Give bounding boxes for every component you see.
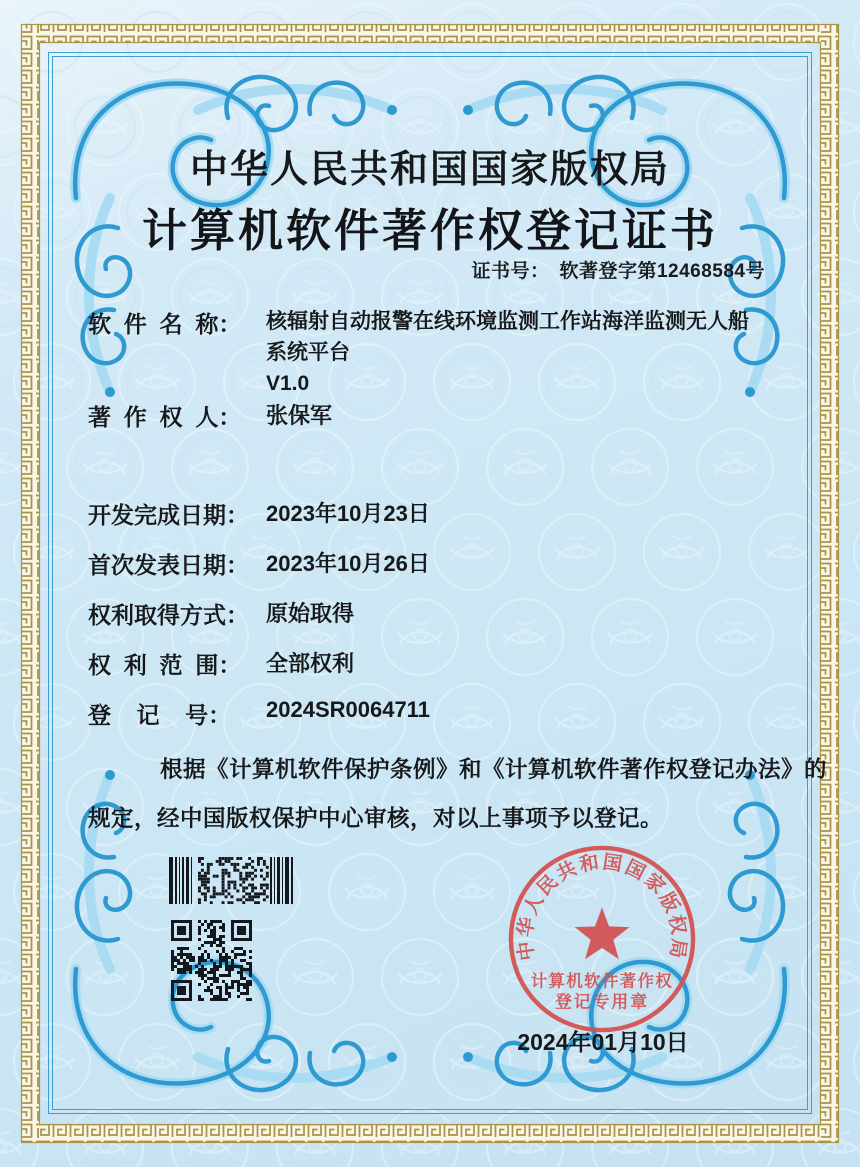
field-rights-acquisition xyxy=(88,597,354,630)
software-name-line3: V1.0 xyxy=(266,372,310,395)
seal-ring-text: 中华人民共和国国家版权局 xyxy=(515,852,689,962)
certificate-number-label: 证书号： xyxy=(471,261,550,282)
field-registration-number xyxy=(88,697,430,730)
dev-completion-date-label: 开发完成日期： xyxy=(88,502,249,528)
issuing-authority: 中华人民共和国国家版权局 xyxy=(189,149,670,191)
issue-date: 2024年01月10日 xyxy=(517,1029,689,1055)
field-rights-scope xyxy=(88,647,354,680)
registration-number-label: 登 记 号： xyxy=(88,702,232,728)
field-software-name xyxy=(88,306,266,339)
seal-inner-line2: 登记专用章 xyxy=(554,992,650,1012)
field-dev-completion-date xyxy=(88,497,430,530)
dev-completion-date-value: 2023年10月23日 xyxy=(266,501,430,526)
barcode xyxy=(169,857,297,904)
software-name-line2: 系统平台 xyxy=(266,341,350,364)
statement-line2: 规定，经中国版权保护中心审核，对以上事项予以登记。 xyxy=(88,806,664,831)
certificate-number-value: 软著登字第12468584号 xyxy=(559,261,765,282)
software-name-line1: 核辐射自动报警在线环境监测工作站海洋监测无人船 xyxy=(266,310,749,333)
rights-acquisition-value: 原始取得 xyxy=(266,601,355,626)
first-publication-date-label: 首次发表日期： xyxy=(88,552,249,578)
first-publication-date-value: 2023年10月26日 xyxy=(266,551,430,576)
red-star-icon xyxy=(575,907,630,959)
rights-scope-value: 全部权利 xyxy=(266,651,355,676)
statement-line1: 根据《计算机软件保护条例》和《计算机软件著作权登记办法》的 xyxy=(160,757,828,782)
seal-inner-line1: 计算机软件著作权 xyxy=(530,972,674,991)
software-name-value xyxy=(266,306,766,399)
field-first-publication-date xyxy=(88,547,430,580)
field-copyright-owner xyxy=(88,399,332,432)
rights-scope-label: 权 利 范 围： xyxy=(88,652,242,678)
rights-acquisition-label: 权利取得方式： xyxy=(88,602,249,628)
registration-number-value: 2024SR0064711 xyxy=(266,697,430,722)
qr-code xyxy=(171,920,252,1001)
official-seal xyxy=(503,840,701,1038)
software-name-label: 软 件 名 称： xyxy=(88,311,242,337)
certificate-number xyxy=(471,256,765,283)
certificate-title: 计算机软件著作权登记证书 xyxy=(141,206,718,256)
copyright-owner-label: 著 作 权 人： xyxy=(88,404,242,430)
copyright-owner-value: 张保军 xyxy=(266,403,333,428)
